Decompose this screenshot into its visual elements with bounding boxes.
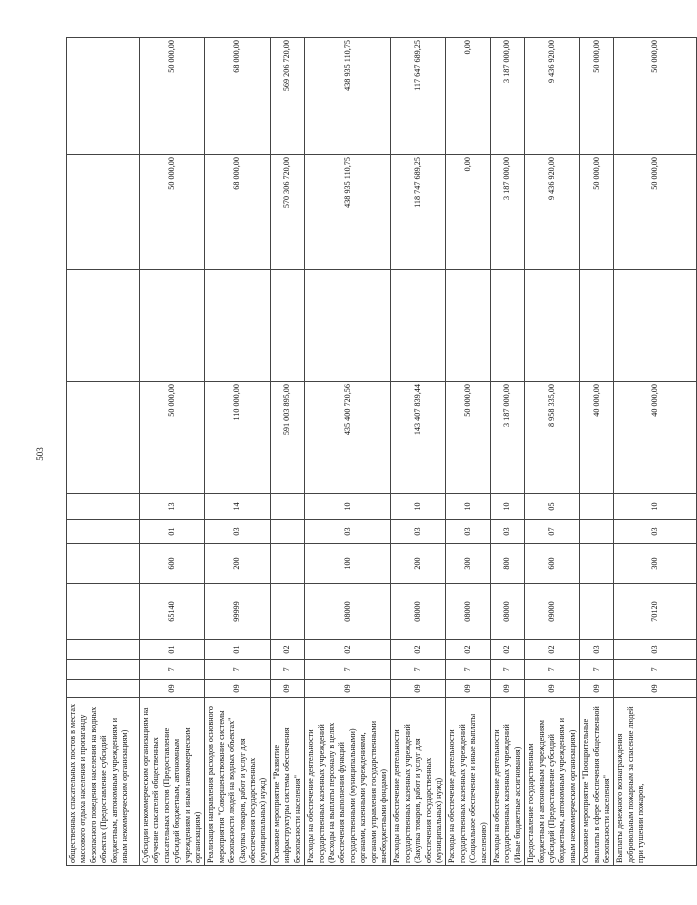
code-cell: 09 (491, 680, 525, 698)
code-cell: 05 (525, 494, 580, 520)
code-cell: 09 (305, 680, 391, 698)
amount-cell: 438 935 110,75 (305, 38, 391, 155)
code-cell: 08000 (391, 584, 446, 640)
code-cell: 7 (305, 660, 391, 680)
code-cell: 300 (614, 544, 697, 584)
code-cell: 02 (491, 640, 525, 660)
code-cell (580, 520, 614, 544)
amount-cell (305, 270, 391, 382)
code-cell: 10 (391, 494, 446, 520)
amount-cell: 3 187 000,00 (491, 382, 525, 494)
amount-cell (525, 270, 580, 382)
amount-cell: 0,00 (446, 155, 491, 270)
code-cell: 02 (446, 640, 491, 660)
amount-cell: 68 000,00 (205, 155, 270, 270)
code-cell: 09000 (525, 584, 580, 640)
table-row (305, 38, 391, 866)
row-name-cell: Субсидии некоммерческим организациям на обучение спасателей общественных спасательных постов (Предоставление субсидий бюджетным, автономным учреждениям и иным некоммерческим организациям) (140, 698, 205, 866)
amount-cell: 50 000,00 (580, 38, 614, 155)
code-cell: 7 (205, 660, 270, 680)
code-cell: 200 (205, 544, 270, 584)
table-row (67, 38, 140, 866)
code-cell (67, 660, 140, 680)
code-cell: 7 (391, 660, 446, 680)
code-cell: 09 (391, 680, 446, 698)
amount-cell: 143 407 839,44 (391, 382, 446, 494)
row-name-cell: общественных спасательных постов в местах массового отдыха населения и пропаганду безопасного поведения населения на водных объектах (Предоставление субсидий бюджетным, автономным учреждениям и иным некоммерческим организациям) (67, 698, 140, 866)
amount-cell: 8 958 335,00 (525, 382, 580, 494)
code-cell: 08000 (491, 584, 525, 640)
code-cell: 03 (580, 640, 614, 660)
code-cell (67, 494, 140, 520)
amount-cell: 118 747 689,25 (391, 155, 446, 270)
code-cell (67, 680, 140, 698)
amount-cell (391, 270, 446, 382)
amount-cell (491, 270, 525, 382)
code-cell: 08000 (446, 584, 491, 640)
code-cell: 10 (446, 494, 491, 520)
code-cell: 65140 (140, 584, 205, 640)
amount-cell: 50 000,00 (614, 155, 697, 270)
code-cell: 10 (614, 494, 697, 520)
row-name-cell: Основное мероприятие "Поощрительные выплаты в сфере обеспечения общественной безопасности населения" (580, 698, 614, 866)
row-name-cell: Предоставление государственным бюджетным и автономным учреждениям субсидий (Предоставление субсидий бюджетным, автономным учреждениям и иным некоммерческим организациям) (525, 698, 580, 866)
code-cell (67, 584, 140, 640)
table-row (525, 38, 580, 866)
amount-cell: 9 436 920,00 (525, 38, 580, 155)
amount-cell: 117 647 689,25 (391, 38, 446, 155)
amount-cell: 438 935 110,75 (305, 155, 391, 270)
code-cell: 03 (446, 520, 491, 544)
code-cell (580, 584, 614, 640)
table-row (270, 38, 304, 866)
code-cell: 7 (614, 660, 697, 680)
amount-cell: 50 000,00 (140, 382, 205, 494)
code-cell: 02 (305, 640, 391, 660)
code-cell: 02 (525, 640, 580, 660)
row-name-cell: Расходы на обеспечение деятельности государственных казенных учреждений (Расходы на выплаты персоналу в целях обеспечения выполнения функций государственными (муниципальными) органами, казенными учреждениями, органами управления государственными внебюджетными фондами) (305, 698, 391, 866)
amount-cell (614, 270, 697, 382)
amount-cell: 0,00 (446, 38, 491, 155)
amount-cell: 50 000,00 (580, 155, 614, 270)
code-cell (270, 544, 304, 584)
amount-cell: 9 436 920,00 (525, 155, 580, 270)
amount-cell: 569 206 720,00 (270, 38, 304, 155)
code-cell: 7 (140, 660, 205, 680)
code-cell (67, 544, 140, 584)
table-row (391, 38, 446, 866)
amount-cell (270, 270, 304, 382)
amount-cell (205, 270, 270, 382)
code-cell: 01 (140, 520, 205, 544)
code-cell: 13 (140, 494, 205, 520)
amount-cell: 50 000,00 (140, 38, 205, 155)
amount-cell (67, 38, 140, 155)
table-row (140, 38, 205, 866)
code-cell (270, 494, 304, 520)
code-cell: 300 (446, 544, 491, 584)
code-cell: 02 (391, 640, 446, 660)
code-cell: 7 (580, 660, 614, 680)
code-cell (580, 544, 614, 584)
row-name-cell: Расходы на обеспечение деятельности государственных казенных учреждений (Закупка товаров, работ и услуг для обеспечения государственных (муниципальных) нужд) (391, 698, 446, 866)
amount-cell: 3 187 000,00 (491, 155, 525, 270)
code-cell: 7 (270, 660, 304, 680)
amount-cell: 591 003 895,00 (270, 382, 304, 494)
amount-cell: 3 187 000,00 (491, 38, 525, 155)
amount-cell: 50 000,00 (140, 155, 205, 270)
code-cell: 07 (525, 520, 580, 544)
amount-cell: 110 000,00 (205, 382, 270, 494)
code-cell: 99999 (205, 584, 270, 640)
code-cell: 09 (205, 680, 270, 698)
amount-cell: 570 306 720,00 (270, 155, 304, 270)
code-cell: 03 (205, 520, 270, 544)
code-cell: 10 (305, 494, 391, 520)
amount-cell: 40 000,00 (580, 382, 614, 494)
amount-cell (67, 270, 140, 382)
code-cell: 03 (305, 520, 391, 544)
table-row (614, 38, 697, 866)
code-cell (270, 520, 304, 544)
code-cell: 01 (140, 640, 205, 660)
code-cell: 02 (270, 640, 304, 660)
code-cell: 7 (446, 660, 491, 680)
amount-cell (140, 270, 205, 382)
code-cell: 01 (205, 640, 270, 660)
row-name-cell: Основное мероприятие "Развитие инфраструктуры системы обеспечения безопасности населения" (270, 698, 304, 866)
code-cell: 800 (491, 544, 525, 584)
amount-cell (67, 155, 140, 270)
row-name-cell: Расходы на обеспечение деятельности государственных казенных учреждений (Иные бюджетные ассигнования) (491, 698, 525, 866)
code-cell: 09 (580, 680, 614, 698)
code-cell: 03 (614, 520, 697, 544)
amount-cell: 68 000,00 (205, 38, 270, 155)
code-cell: 200 (391, 544, 446, 584)
budget-table (66, 37, 697, 866)
row-name-cell: Выплаты денежного вознаграждения добровольным пожарным за спасение людей при тушении пожаров, (614, 698, 697, 866)
code-cell: 600 (140, 544, 205, 584)
code-cell: 10 (491, 494, 525, 520)
code-cell: 7 (525, 660, 580, 680)
amount-cell: 435 400 720,56 (305, 382, 391, 494)
amount-cell: 50 000,00 (446, 382, 491, 494)
code-cell (67, 520, 140, 544)
row-name-cell: Реализация направления расходов основного мероприятия "Совершенствование системы безопасности людей на водных объектах" (Закупка товаров, работ и услуг для обеспечения государственных (муниципальных) нужд) (205, 698, 270, 866)
code-cell: 70120 (614, 584, 697, 640)
table-row (446, 38, 491, 866)
code-cell: 08000 (305, 584, 391, 640)
code-cell (270, 584, 304, 640)
table-row (205, 38, 270, 866)
code-cell: 600 (525, 544, 580, 584)
table-row (491, 38, 525, 866)
amount-cell (446, 270, 491, 382)
code-cell: 03 (391, 520, 446, 544)
amount-cell (67, 382, 140, 494)
rotated-table-container (66, 38, 660, 866)
code-cell: 14 (205, 494, 270, 520)
amount-cell (580, 270, 614, 382)
code-cell (67, 640, 140, 660)
code-cell: 09 (525, 680, 580, 698)
code-cell: 09 (140, 680, 205, 698)
code-cell: 7 (491, 660, 525, 680)
code-cell: 09 (614, 680, 697, 698)
table-row (580, 38, 614, 866)
page-number: 503 (35, 447, 45, 461)
row-name-cell: Расходы на обеспечение деятельности государственных казенных учреждений (Социальное обеспечение и иные выплаты населению) (446, 698, 491, 866)
code-cell (580, 494, 614, 520)
code-cell: 03 (491, 520, 525, 544)
amount-cell: 40 000,00 (614, 382, 697, 494)
code-cell: 09 (270, 680, 304, 698)
amount-cell: 50 000,00 (614, 38, 697, 155)
code-cell: 03 (614, 640, 697, 660)
code-cell: 09 (446, 680, 491, 698)
code-cell: 100 (305, 544, 391, 584)
